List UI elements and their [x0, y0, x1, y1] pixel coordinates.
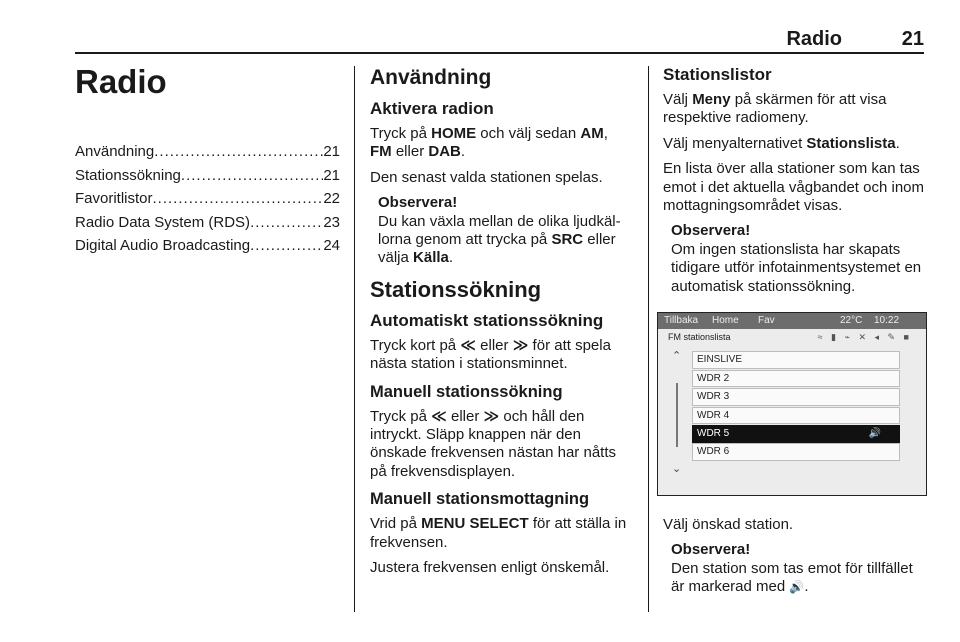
station-list-item[interactable]: WDR 4: [692, 407, 900, 425]
seek-back-icon: ≪: [431, 407, 447, 425]
paragraph-menu: [663, 91, 928, 128]
toc-entry-title: Användning: [75, 143, 155, 160]
note-title: Observera!: [378, 194, 458, 212]
toc-entry-page: 23: [323, 213, 340, 231]
paragraph-last-station: Den senast valda stationen spelas.: [370, 168, 603, 186]
text: eller: [446, 407, 484, 425]
toc-entry-title: Digital Audio Broadcasting: [75, 237, 251, 254]
subheading-tuning: Manuell stationsmottagning: [370, 490, 590, 509]
speaker-icon: 🔊: [789, 580, 805, 595]
station-list-item[interactable]: WDR 3: [692, 388, 900, 406]
toc-leader: [250, 211, 323, 235]
toc-entry[interactable]: [75, 187, 340, 211]
text: Tryck kort på: [370, 336, 461, 354]
toc-entry[interactable]: [75, 234, 340, 258]
subheading-auto: Automatiskt stationssökning: [370, 310, 604, 330]
key-dab: DAB: [428, 143, 461, 161]
text: för att spela nästa station i stationsminnet.: [370, 336, 611, 373]
toc-entry-title: Favoritlistor: [75, 190, 153, 207]
note-title: Observera!: [671, 541, 751, 559]
subheading-manual: Manuell stationssökning: [370, 382, 563, 401]
scroll-down-icon[interactable]: ⌄: [672, 463, 682, 476]
text: på skärmen för att visa respektive radiomeny.: [663, 91, 887, 127]
text: Du kan växla mellan de olika ljudkäl-lorna genom att trycka på: [378, 212, 621, 249]
note-title: Observera!: [671, 222, 751, 240]
key-menu: Meny: [692, 91, 731, 108]
toc-entry-page: 24: [323, 237, 340, 254]
station-list-item[interactable]: WDR 6: [692, 443, 900, 461]
note-text: Om ingen stationslista har skapats tidigare utför infotainmentsystemet en automatisk stationssökning.: [671, 240, 922, 295]
toc-leader: [181, 164, 323, 188]
column-divider-1: [354, 66, 355, 612]
paragraph-adjust: Justera frekvensen enligt önskemål.: [370, 559, 610, 577]
seek-back-icon: ≪: [460, 336, 476, 354]
paragraph-list-desc: En lista över alla stationer som kan tas emot i det aktuella vågbandet och inom mottagningsområdet visas.: [663, 160, 924, 215]
subheading-activate: Aktivera radion: [370, 99, 494, 118]
infotainment-screenshot: [657, 312, 927, 496]
table-of-contents: [75, 140, 340, 258]
toc-entry-title: Stationssökning: [75, 166, 181, 184]
status-icons: ≈ ▮ ⌁ ✕ ◂ ✎ ■: [817, 332, 912, 343]
toc-entry-page: 21: [323, 143, 340, 160]
key-am: AM: [580, 125, 604, 142]
text: .: [804, 578, 809, 596]
header-rule: [75, 52, 924, 54]
paragraph-tuning: [370, 515, 635, 552]
toc-entry[interactable]: [75, 140, 340, 164]
toc-entry[interactable]: [75, 164, 340, 188]
toc-entry[interactable]: [75, 211, 340, 235]
toc-entry-title: Radio Data System (RDS): [75, 213, 251, 231]
paragraph-auto: [370, 337, 635, 374]
text: .: [460, 143, 466, 161]
station-list: [692, 351, 900, 462]
text: och välj sedan: [476, 125, 581, 142]
text: Den station som tas emot för tillfället är markerad med: [671, 559, 913, 596]
seek-forward-icon: ≫: [483, 407, 500, 425]
screen-home-button[interactable]: Home: [712, 315, 739, 327]
key-src: SRC: [551, 231, 584, 249]
station-list-item-selected[interactable]: [692, 425, 900, 443]
paragraph-choose-station: Välj önskad station.: [663, 516, 794, 534]
key-source: Källa: [413, 249, 449, 267]
scroll-up-icon[interactable]: ⌃: [672, 350, 682, 363]
column-divider-2: [648, 66, 649, 612]
text: Tryck på: [370, 125, 432, 142]
station-list-item[interactable]: EINSLIVE: [692, 351, 900, 369]
page-number: 21: [901, 28, 924, 50]
screen-list-title: FM stationslista: [668, 332, 731, 343]
screen-temperature: 22°C: [840, 315, 863, 327]
text: Tryck på: [370, 407, 432, 425]
text: eller: [391, 143, 429, 161]
toc-leader: [154, 140, 323, 164]
screen-body: [658, 329, 926, 495]
paragraph-manual: [370, 408, 635, 482]
text: Välj: [663, 91, 693, 108]
text: eller välja: [378, 231, 616, 267]
screen-scrollbar[interactable]: [672, 349, 682, 475]
screen-top-bar: [658, 313, 926, 329]
subheading-station-lists: Stationslistor: [663, 65, 772, 84]
text: eller: [476, 336, 513, 354]
speaker-icon: 🔊: [868, 428, 881, 439]
chapter-title: Radio: [75, 63, 167, 100]
toc-entry-page: 22: [323, 190, 340, 207]
key-fm: FM: [370, 143, 392, 161]
key-station-list: Stationslista: [806, 134, 896, 152]
header-title: Radio: [786, 28, 842, 50]
section-heading-search: Stationssökning: [370, 276, 542, 302]
text: ,: [603, 125, 608, 142]
station-lists-column: [663, 62, 928, 605]
seek-forward-icon: ≫: [512, 336, 529, 354]
section-heading-usage: Användning: [370, 66, 492, 89]
screen-clock: 10:22: [874, 315, 900, 327]
screen-back-button[interactable]: Tillbaka: [664, 315, 699, 327]
note-box: [671, 541, 928, 596]
text: Välj menyalternativet: [663, 134, 807, 152]
note-box: [671, 222, 928, 296]
scroll-track: [676, 383, 678, 447]
paragraph-select-list: [663, 135, 928, 153]
text: för att ställa in frekvensen.: [370, 515, 627, 551]
key-menu-select: MENU SELECT: [421, 515, 529, 533]
text: .: [895, 134, 900, 152]
station-name: WDR 5: [697, 428, 730, 439]
toc-leader: [250, 234, 323, 258]
text: Vrid på: [370, 515, 422, 533]
station-list-item[interactable]: WDR 2: [692, 370, 900, 388]
page-header: [75, 26, 924, 52]
key-home: HOME: [431, 125, 477, 142]
screen-fav-button[interactable]: Fav: [758, 315, 775, 327]
note-box: [378, 194, 635, 268]
usage-column: [370, 62, 635, 585]
toc-entry-page: 21: [323, 166, 340, 184]
text: .: [448, 249, 454, 267]
toc-leader: [153, 187, 324, 211]
paragraph-activate: [370, 125, 635, 162]
text: och håll den intryckt. Släpp knappen när den önskade frekvensen nästan har nåtts på frekvensdisplayen.: [370, 407, 616, 480]
toc-column: [75, 62, 340, 258]
